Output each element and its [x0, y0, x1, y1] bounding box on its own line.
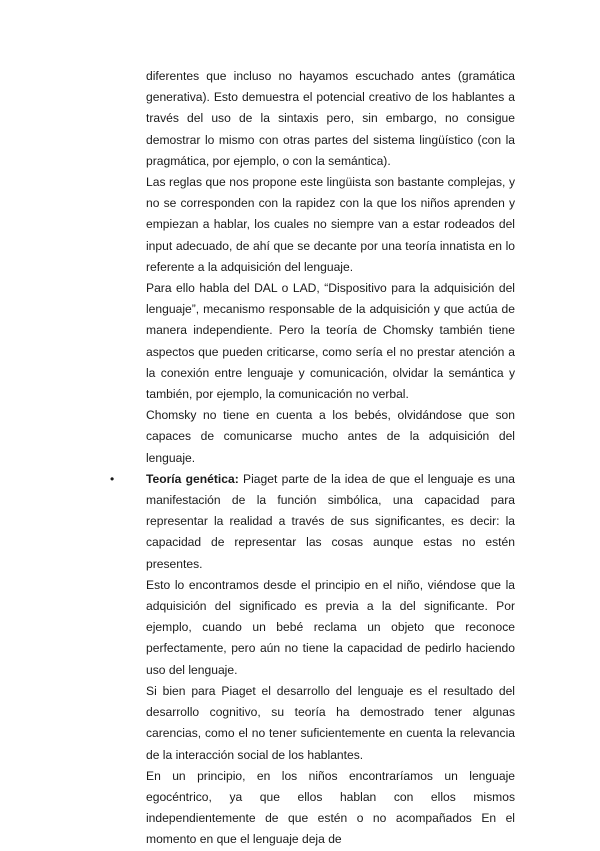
paragraph-generative-grammar: diferentes que incluso no hayamos escuchado antes (gramática generativa). Esto demuestra el potencial creativo de los hablantes a través del uso de la sintaxis pero, sin embargo, no consigue demostrar lo mismo con otras partes del sistema lingüístico (con la pragmática, por ejemplo, o con la semántica).	[146, 69, 515, 168]
paragraph-chomsky-rules: Las reglas que nos propone este lingüista son bastante complejas, y no se corresponden con la rapidez con la que los niños aprenden y empiezan a hablar, los cuales no siempre van a estar rodeados del input adecuado, de ahí que se decante por una teoría innatista en lo referente a la adquisición del lenguaje.	[146, 175, 515, 274]
list-item-genetic-theory	[110, 469, 515, 851]
paragraph-genetic-theory	[146, 469, 515, 575]
term-genetic-theory: Teoría genética:	[146, 471, 239, 486]
genetic-theory-text: Piaget parte de la idea de que el lenguaje es una manifestación de la función simbólica, una capacidad para representar la realidad a través de sus significantes, es decir: la capacidad de representar las cosas aunque estas no estén presentes.	[146, 471, 515, 571]
paragraph-piaget-critique: Si bien para Piaget el desarrollo del lenguaje es el resultado del desarrollo cognitivo, su teoría ha demostrado tener algunas carencias, como el no tener suficientemente en cuenta la relevancia de la interacción social de los hablantes.	[146, 683, 515, 762]
page-content	[110, 66, 515, 851]
paragraph-chomsky-babies: Chomsky no tiene en cuenta a los bebés, olvidándose que son capaces de comunicarse mucho antes de la adquisición del lenguaje.	[146, 408, 515, 465]
bullet-icon: •	[110, 471, 115, 486]
paragraph-dal-lad: Para ello habla del DAL o LAD, “Dispositivo para la adquisición del lenguaje”, mecanismo responsable de la adquisición y que actúa de manera independiente. Pero la teoría de Chomsky también tiene aspectos que pueden criticarse, como sería el no prestar atención a la conexión entre lenguaje y comunicación, olvidar la semántica y también, por ejemplo, la comunicación no verbal.	[146, 281, 515, 402]
paragraph-egocentric-language: En un principio, en los niños encontraríamos un lenguaje egocéntrico, ya que ellos hablan con ellos mismos independientemente de que estén o no acompañados En el momento en que el lenguaje deja de	[146, 768, 515, 847]
paragraph-meaning-acquisition: Esto lo encontramos desde el principio en el niño, viéndose que la adquisición del significado es previa a la del significante. Por ejemplo, cuando un bebé reclama un objeto que reconoce perfectamente, pero aún no tiene la capacidad de pedirlo haciendo uso del lenguaje.	[146, 577, 515, 677]
